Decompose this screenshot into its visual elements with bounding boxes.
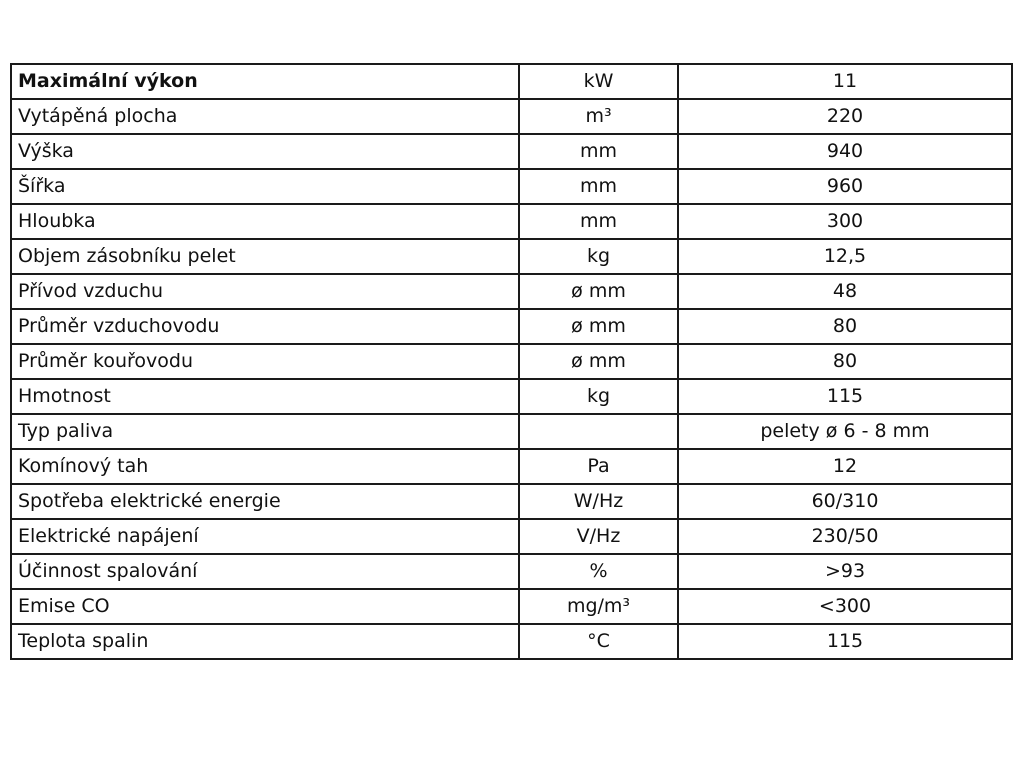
value-cell: 220	[678, 99, 1012, 134]
param-cell: Maximální výkon	[11, 64, 519, 99]
value-cell: 115	[678, 379, 1012, 414]
value-cell: 940	[678, 134, 1012, 169]
param-cell: Vytápěná plocha	[11, 99, 519, 134]
unit-cell: kW	[519, 64, 678, 99]
value-cell: 115	[678, 624, 1012, 659]
param-cell: Objem zásobníku pelet	[11, 239, 519, 274]
unit-cell: m³	[519, 99, 678, 134]
unit-cell: ø mm	[519, 274, 678, 309]
table-row	[11, 309, 1012, 344]
unit-cell	[519, 414, 678, 449]
value-cell: <300	[678, 589, 1012, 624]
table-row	[11, 519, 1012, 554]
value-cell: 48	[678, 274, 1012, 309]
table-row	[11, 624, 1012, 659]
table-row	[11, 134, 1012, 169]
param-cell: Šířka	[11, 169, 519, 204]
table-row	[11, 379, 1012, 414]
table-row	[11, 169, 1012, 204]
table-row	[11, 64, 1012, 99]
unit-cell: ø mm	[519, 344, 678, 379]
unit-cell: %	[519, 554, 678, 589]
unit-cell: ø mm	[519, 309, 678, 344]
param-cell: Typ paliva	[11, 414, 519, 449]
param-cell: Účinnost spalování	[11, 554, 519, 589]
value-cell: 230/50	[678, 519, 1012, 554]
param-cell: Elektrické napájení	[11, 519, 519, 554]
table-row	[11, 589, 1012, 624]
value-cell: 12,5	[678, 239, 1012, 274]
spec-table-body	[11, 64, 1012, 659]
value-cell: 960	[678, 169, 1012, 204]
unit-cell: mm	[519, 134, 678, 169]
unit-cell: kg	[519, 379, 678, 414]
table-row	[11, 239, 1012, 274]
unit-cell: W/Hz	[519, 484, 678, 519]
table-row	[11, 554, 1012, 589]
param-cell: Hloubka	[11, 204, 519, 239]
unit-cell: V/Hz	[519, 519, 678, 554]
param-cell: Průměr vzduchovodu	[11, 309, 519, 344]
value-cell: 12	[678, 449, 1012, 484]
unit-cell: mm	[519, 204, 678, 239]
param-cell: Komínový tah	[11, 449, 519, 484]
param-cell: Emise CO	[11, 589, 519, 624]
value-cell: 300	[678, 204, 1012, 239]
unit-cell: °C	[519, 624, 678, 659]
param-cell: Výška	[11, 134, 519, 169]
unit-cell: kg	[519, 239, 678, 274]
table-row	[11, 99, 1012, 134]
param-cell: Průměr kouřovodu	[11, 344, 519, 379]
param-cell: Spotřeba elektrické energie	[11, 484, 519, 519]
unit-cell: mg/m³	[519, 589, 678, 624]
param-cell: Teplota spalin	[11, 624, 519, 659]
table-row	[11, 274, 1012, 309]
param-cell: Přívod vzduchu	[11, 274, 519, 309]
unit-cell: Pa	[519, 449, 678, 484]
value-cell: 60/310	[678, 484, 1012, 519]
table-row	[11, 484, 1012, 519]
value-cell: 11	[678, 64, 1012, 99]
value-cell: >93	[678, 554, 1012, 589]
spec-table	[10, 63, 1013, 660]
table-row	[11, 344, 1012, 379]
param-cell: Hmotnost	[11, 379, 519, 414]
value-cell: 80	[678, 344, 1012, 379]
value-cell: pelety ø 6 - 8 mm	[678, 414, 1012, 449]
table-row	[11, 414, 1012, 449]
value-cell: 80	[678, 309, 1012, 344]
table-row	[11, 449, 1012, 484]
unit-cell: mm	[519, 169, 678, 204]
table-row	[11, 204, 1012, 239]
